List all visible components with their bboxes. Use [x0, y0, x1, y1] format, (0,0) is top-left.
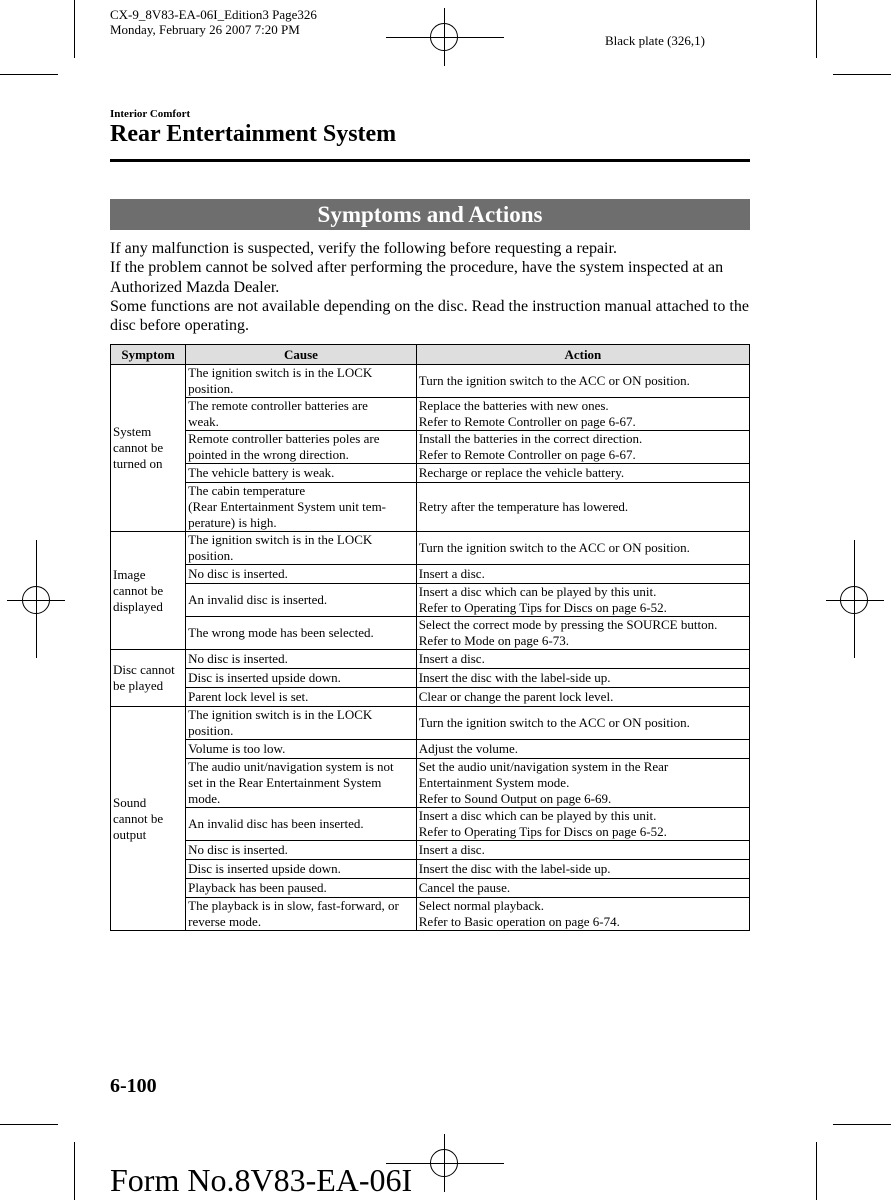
action-line: Select normal playback.	[418, 898, 545, 913]
cause-line: Volume is too low.	[188, 741, 286, 756]
action-line: Replace the batteries with new ones.	[418, 398, 609, 413]
form-number: Form No.8V83-EA-06I	[110, 1162, 413, 1198]
action-line: Insert a disc which can be played by this unit.	[418, 808, 657, 823]
action-line: Entertainment System mode.	[418, 775, 570, 790]
intro-text	[110, 239, 755, 335]
action-line: Insert a disc which can be played by this unit.	[418, 584, 657, 599]
table-row	[111, 841, 750, 860]
symptom-line: cannot be	[113, 810, 164, 826]
cause-line: position.	[188, 548, 234, 563]
action-line: Refer to Remote Controller on page 6-67.	[418, 447, 636, 462]
cause-line: (Rear Entertainment System unit tem-	[188, 499, 387, 514]
section-label: Interior Comfort	[110, 108, 191, 120]
action-cell	[416, 879, 749, 898]
cause-line: The playback is in slow, fast-forward, or	[188, 898, 399, 913]
table-row	[111, 669, 750, 688]
action-line: Turn the ignition switch to the ACC or ON position.	[418, 715, 690, 730]
symptom-line: be played	[113, 678, 164, 693]
action-cell	[416, 483, 749, 532]
cause-cell	[186, 740, 417, 759]
cause-cell	[186, 841, 417, 860]
action-cell	[416, 808, 749, 841]
table-row	[111, 808, 750, 841]
title-rule	[110, 159, 750, 162]
table-row	[111, 740, 750, 759]
cause-line: The ignition switch is in the LOCK	[188, 707, 373, 722]
cause-cell	[186, 688, 417, 707]
symptom-line: System	[113, 424, 152, 439]
action-line: Turn the ignition switch to the ACC or ON position.	[418, 373, 690, 388]
table-row	[111, 565, 750, 584]
cause-line: No disc is inserted.	[188, 651, 288, 666]
cause-line: Disc is inserted upside down.	[188, 670, 341, 685]
intro-paragraph: Some functions are not available depending on the disc. Read the instruction manual attached to the disc before operating.	[110, 297, 749, 335]
header-symptom: Symptom	[111, 345, 186, 365]
table-row	[111, 398, 750, 431]
cause-cell	[186, 617, 417, 650]
cause-cell	[186, 669, 417, 688]
action-cell	[416, 898, 749, 931]
cause-cell	[186, 898, 417, 931]
action-cell	[416, 464, 749, 483]
action-line: Install the batteries in the correct direction.	[418, 431, 643, 446]
symptom-cell	[111, 707, 186, 931]
cause-cell	[186, 759, 417, 808]
cause-cell	[186, 431, 417, 464]
table-row	[111, 532, 750, 565]
cause-line: The vehicle battery is weak.	[188, 465, 335, 480]
action-cell	[416, 565, 749, 584]
cause-line: The ignition switch is in the LOCK	[188, 532, 373, 547]
action-line: Cancel the pause.	[418, 880, 511, 895]
action-line: Refer to Sound Output on page 6-69.	[418, 791, 612, 806]
cause-line: Disc is inserted upside down.	[188, 861, 341, 876]
action-line: Insert the disc with the label-side up.	[418, 861, 611, 876]
symptom-line: Disc cannot	[113, 662, 175, 677]
table-row	[111, 879, 750, 898]
action-line: Refer to Mode on page 6-73.	[418, 633, 569, 648]
action-line: Refer to Remote Controller on page 6-67.	[418, 414, 636, 429]
symptom-line: Image	[113, 566, 146, 582]
action-line: Refer to Basic operation on page 6-74.	[418, 914, 620, 929]
action-cell	[416, 617, 749, 650]
cause-line: An invalid disc has been inserted.	[188, 816, 364, 831]
cause-cell	[186, 365, 417, 398]
print-info-line: Monday, February 26 2007 7:20 PM	[110, 22, 300, 37]
table-row	[111, 365, 750, 398]
cause-line: The ignition switch is in the LOCK	[188, 365, 373, 380]
cause-line: set in the Rear Entertainment System	[188, 775, 382, 790]
cause-cell	[186, 464, 417, 483]
cause-line: An invalid disc is inserted.	[188, 592, 328, 607]
action-line: Retry after the temperature has lowered.	[418, 499, 629, 514]
cause-cell	[186, 584, 417, 617]
symptom-cell	[111, 650, 186, 707]
intro-paragraph: If the problem cannot be solved after performing the procedure, have the system inspected at an Authorized Mazda Dealer.	[110, 259, 724, 296]
cause-cell	[186, 707, 417, 740]
plate-label: Black plate (326,1)	[605, 33, 705, 48]
symptom-line: turned on	[113, 456, 163, 471]
action-cell	[416, 650, 749, 669]
cause-line: perature) is high.	[188, 515, 277, 530]
symptom-cell	[111, 365, 186, 532]
cause-line: No disc is inserted.	[188, 842, 288, 857]
header-action: Action	[416, 345, 749, 365]
intro-paragraph: If any malfunction is suspected, verify the following before requesting a repair.	[110, 240, 617, 257]
cause-cell	[186, 650, 417, 669]
table-row	[111, 650, 750, 669]
action-cell	[416, 584, 749, 617]
table-row	[111, 688, 750, 707]
print-info-line: CX-9_8V83-EA-06I_Edition3 Page326	[110, 7, 317, 22]
cause-line: Parent lock level is set.	[188, 689, 309, 704]
cause-line: position.	[188, 381, 234, 396]
cause-cell	[186, 860, 417, 879]
action-line: Refer to Operating Tips for Discs on page 6-52.	[418, 824, 667, 839]
action-cell	[416, 398, 749, 431]
symptoms-table	[110, 344, 750, 931]
header-cause: Cause	[186, 345, 417, 365]
section-banner: Symptoms and Actions	[110, 199, 750, 230]
cause-line: Remote controller batteries poles are	[188, 431, 380, 446]
symptom-cell	[111, 532, 186, 650]
action-cell	[416, 688, 749, 707]
action-line: Clear or change the parent lock level.	[418, 689, 614, 704]
page-title: Rear Entertainment System	[110, 121, 397, 147]
action-line: Insert a disc.	[418, 842, 485, 857]
cause-cell	[186, 398, 417, 431]
action-line: Insert a disc.	[418, 566, 485, 581]
action-cell	[416, 759, 749, 808]
cause-line: The audio unit/navigation system is not	[188, 759, 394, 774]
action-line: Adjust the volume.	[418, 741, 519, 756]
cause-cell	[186, 483, 417, 532]
cause-line: pointed in the wrong direction.	[188, 447, 349, 462]
table-header-row	[111, 345, 750, 365]
table-row	[111, 584, 750, 617]
table-row	[111, 759, 750, 808]
table-row	[111, 860, 750, 879]
table-row	[111, 483, 750, 532]
table-row	[111, 431, 750, 464]
action-cell	[416, 365, 749, 398]
cause-line: position.	[188, 723, 234, 738]
table-row	[111, 898, 750, 931]
action-cell	[416, 707, 749, 740]
action-line: Set the audio unit/navigation system in the Rear	[418, 759, 669, 774]
symptom-line: cannot be	[113, 440, 164, 455]
table-row	[111, 617, 750, 650]
cause-line: The remote controller batteries are	[188, 398, 368, 413]
table-row	[111, 464, 750, 483]
cause-line: The wrong mode has been selected.	[188, 625, 374, 640]
action-line: Turn the ignition switch to the ACC or ON position.	[418, 540, 690, 555]
cause-cell	[186, 879, 417, 898]
cause-cell	[186, 808, 417, 841]
cause-line: mode.	[188, 791, 221, 806]
table-row	[111, 707, 750, 740]
page-number: 6-100	[110, 1075, 157, 1097]
action-cell	[416, 740, 749, 759]
action-line: Select the correct mode by pressing the SOURCE button.	[418, 617, 718, 632]
action-line: Refer to Operating Tips for Discs on page 6-52.	[418, 600, 667, 615]
action-cell	[416, 669, 749, 688]
action-line: Recharge or replace the vehicle battery.	[418, 465, 625, 480]
cause-cell	[186, 565, 417, 584]
symptom-line: Sound	[113, 794, 147, 810]
print-info	[110, 7, 317, 37]
action-line: Insert the disc with the label-side up.	[418, 670, 611, 685]
cause-line: No disc is inserted.	[188, 566, 288, 581]
action-cell	[416, 860, 749, 879]
cause-line: reverse mode.	[188, 914, 262, 929]
cause-line: Playback has been paused.	[188, 880, 327, 895]
symptom-line: cannot be	[113, 582, 164, 598]
symptom-line: output	[113, 826, 147, 842]
cause-cell	[186, 532, 417, 565]
action-line: Insert a disc.	[418, 651, 485, 666]
cause-line: weak.	[188, 414, 219, 429]
action-cell	[416, 532, 749, 565]
action-cell	[416, 841, 749, 860]
cause-line: The cabin temperature	[188, 483, 306, 498]
action-cell	[416, 431, 749, 464]
symptom-line: displayed	[113, 598, 163, 614]
